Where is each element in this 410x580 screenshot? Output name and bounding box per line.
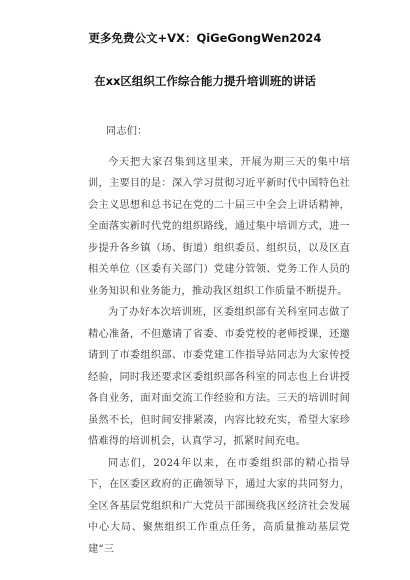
document-body xyxy=(88,121,350,560)
document-title: 在xx区组织工作综合能力提升培训班的讲话 xyxy=(94,74,316,88)
paragraph-2: 为了办好本次培训班，区委组织部有关科室同志做了精心准备，不但邀请了省委、市委党校的老师授课，还邀请到了市委组织部、市委党建工作指导站同志为大家传授经验，同时我还要求区委组织部各科室的同志也上台讲授各自业务，面对面交流工作经验和方法。三天的培训时间虽然不长，但时间安排紧凑，内容比较充实，希望大家珍惜难得的培训机会，认真学习，抓紧时间充电。 xyxy=(88,307,350,447)
header-note: 更多免费公文+VX：QiGeGongWen2024 xyxy=(88,31,322,45)
paragraph-1: 今天把大家召集到这里来，开展为期三天的集中培训，主要目的是：深入学习贯彻习近平新时代中国特色社会主义思想和总书记在党的二十届三中全会上讲话精神，全面落实新时代党的组织路线，通过集中培训方式，进一步提升各乡镇（场、街道）组织委员、组织员，以及区直相关单位（区委有关部门）党建分管领、党务工作人员的业务知识和业务能力，推动我区组织工作质量不断提升。 xyxy=(88,156,350,297)
greeting: 同志们： xyxy=(106,126,148,137)
paragraph-3: 同志们，2024年以来，在市委组织部的精心指导下，在区委区政府的正确领导下，通过大家的共同努力，全区各基层党组织和广大党员干部围绕我区经济社会发展中心大局、聚焦组织工作重点任务，高质量推动基层党建“三 xyxy=(88,457,350,555)
